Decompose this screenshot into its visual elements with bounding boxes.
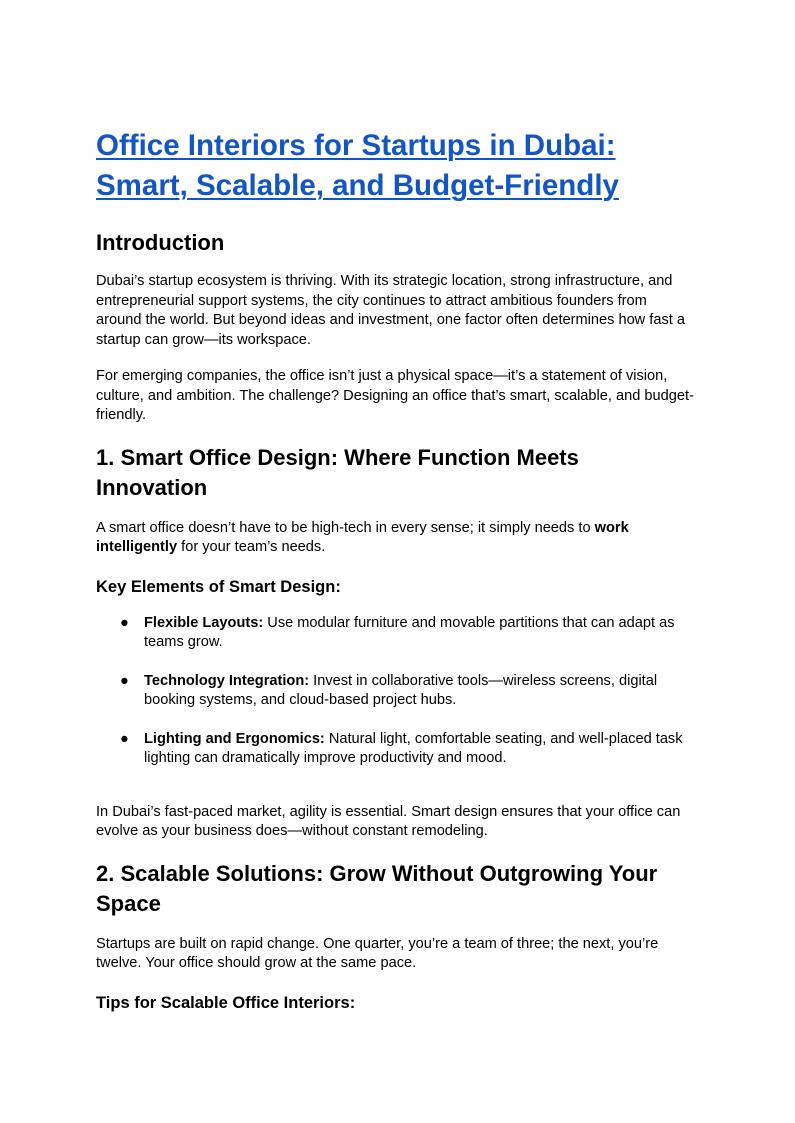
intro-heading: Introduction: [96, 230, 225, 255]
intro-paragraph-1: Dubai’s startup ecosystem is thriving. With its strategic location, strong infrastructure, and entrepreneurial support systems, the city continues to attract ambitious founders from around the world. But beyond ideas and investment, one factor often determines how fast a startup can grow—its workspace.: [96, 273, 685, 348]
intro-paragraph-2: For emerging companies, the office isn’t just a physical space—it’s a statement of vision, culture, and ambition. The challenge? Designing an office that’s smart, scalable, and budget-friendly.: [96, 368, 694, 423]
section-1-p1-text-before: A smart office doesn’t have to be high-tech in every sense; it simply needs to: [96, 519, 595, 536]
section-2-heading: 2. Scalable Solutions: Grow Without Outgrowing Your Space: [96, 860, 658, 916]
section-1-heading: 1. Smart Office Design: Where Function Meets Innovation: [96, 444, 579, 500]
bullet-icon: ●: [120, 672, 129, 689]
title-line-2[interactable]: Smart, Scalable, and Budget-Friendly: [96, 169, 619, 202]
smart-design-list: [96, 614, 696, 769]
list-item: [96, 614, 696, 653]
list-item-label: Technology Integration:: [144, 672, 310, 689]
bullet-icon: ●: [120, 730, 129, 747]
section-1-p1-text-after: for your team’s needs.: [177, 539, 326, 555]
bullet-icon: ●: [120, 614, 129, 631]
title-line-1[interactable]: Office Interiors for Startups in Dubai:: [96, 129, 616, 162]
list-item: [96, 730, 696, 769]
document-content: [96, 126, 696, 1014]
list-item-text: Invest in collaborative tools—wireless screens, digital booking systems, and cloud-based project hubs.: [144, 672, 658, 708]
list-item: [96, 672, 696, 711]
list-item-text: Use modular furniture and movable partitions that can adapt as teams grow.: [144, 614, 675, 650]
list-item-label: Lighting and Ergonomics:: [144, 730, 325, 747]
section-1-subheading: Key Elements of Smart Design:: [96, 577, 341, 596]
list-item-label: Flexible Layouts:: [144, 614, 264, 631]
section-1-paragraph-1: [96, 519, 696, 558]
section-2-paragraph-1: Startups are built on rapid change. One quarter, you’re a team of three; the next, you’re twelve. Your office should grow at the same pace.: [96, 935, 659, 971]
section-2-subheading: Tips for Scalable Office Interiors:: [96, 993, 356, 1012]
section-1-p1-bold-text: work intelligently: [96, 519, 629, 555]
section-1-paragraph-2: In Dubai’s fast-paced market, agility is essential. Smart design ensures that your office can evolve as your business does—without constant remodeling.: [96, 803, 681, 839]
list-item-text: Natural light, comfortable seating, and well-placed task lighting can dramatically improve productivity and mood.: [144, 730, 683, 766]
title-link[interactable]: [96, 126, 696, 206]
